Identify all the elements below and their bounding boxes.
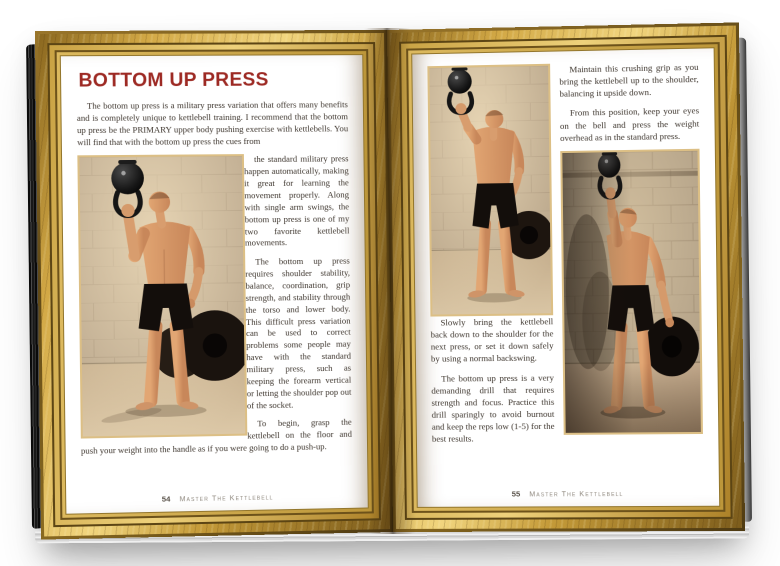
page-spread [39, 26, 741, 536]
right-page-left-column [427, 64, 555, 484]
right-page-content [412, 48, 719, 507]
photo-bottom-up-press-midway [427, 64, 553, 317]
left-page [35, 30, 393, 540]
paragraph-grip: Maintain this crushing grip as you bring the kettlebell up to the shoulder, balancing it upside down. [559, 61, 699, 100]
open-book [39, 26, 741, 536]
paragraph-press: From this position, keep your eyes on the bell and press the weight overhead as in the standard press. [559, 105, 700, 143]
left-page-body [77, 99, 352, 465]
right-page-right-column [559, 61, 703, 483]
kettlebell-rack-hold-illustration [79, 157, 245, 437]
kettlebell-lockout-illustration [562, 151, 701, 433]
photo-bottom-up-press-lockout [560, 148, 703, 434]
intro-paragraph: The bottom up press is a military press variation that offers many benefits and is completely unique to kettlebell training. I recommend that the bottom up press be the PRIMARY upper body pushing exercise with kettlebells. You will find that with the bottom up press the cues from [76, 99, 349, 147]
page-number: 55 [511, 489, 521, 499]
intro-continued: the standard military press happen automatically, making it great for learning the movement properly. Along with single arm swings, the bottom up press is one of my two favorite kettlebell movements. [244, 153, 350, 249]
page-number: 54 [161, 494, 171, 504]
right-page-body [427, 61, 703, 484]
paragraph-setup: To begin, grasp the kettlebell on the floor and push your weight into the handle as if you were going to do a push-up. [80, 417, 352, 456]
chapter-title: BOTTOM UP PRESS [78, 69, 269, 92]
paragraph-programming: The bottom up press is a very demanding drill that requires strength and focus. Practice this drill sparingly to avoid burnout and keep the reps low (1-5) for the best results. [431, 372, 555, 444]
left-page-content [61, 55, 368, 514]
right-page [387, 22, 745, 532]
photo-bottom-up-rack-hold [77, 155, 247, 439]
book-title-footer: Master The Kettlebell [179, 494, 274, 504]
paragraph-lowering: Slowly bring the kettlebell back down to the shoulder for the next press, or set it down safely by using a normal backswing. [430, 316, 554, 365]
kettlebell-press-midway-illustration [429, 66, 551, 315]
paragraph-benefits: The bottom up press requires shoulder stability, balance, coordination, grip strength, and stability through the torso and lower body. This difficult press variation can be used to correct problems some people may have with the standard military press, such as keeping the forearm vertical or letting the shoulder pop out of the socket. [245, 255, 352, 411]
right-page-footer [432, 483, 703, 499]
book-title-footer: Master The Kettlebell [529, 490, 624, 499]
kettlebell-icon [111, 160, 144, 217]
left-page-footer [81, 485, 352, 506]
